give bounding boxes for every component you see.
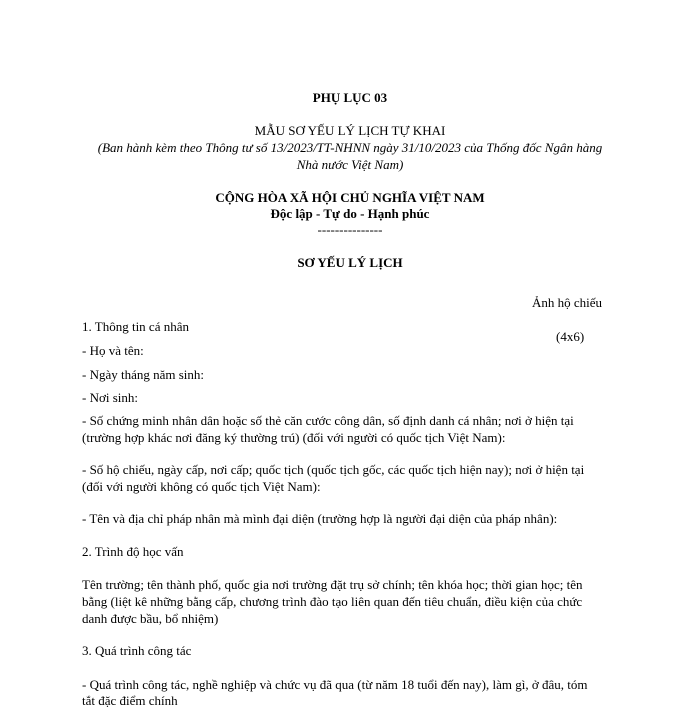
education-text-line1: Tên trường; tên thành phố, quốc gia nơi trường đặt trụ sở chính; tên khóa học; thời gian học; tên [82,577,583,592]
section1-heading: 1. Thông tin cá nhân [82,319,189,334]
field-passport-line1: - Số hộ chiếu, ngày cấp, nơi cấp; quốc tịch (quốc tịch gốc, các quốc tịch hiện nay); nơi ở hiện tại [82,462,585,477]
header-divider: --------------- [317,222,383,237]
section3-heading: 3. Quá trình công tác [82,643,192,658]
appendix-label: PHỤ LỤC 03 [312,90,388,105]
work-history-line1: - Quá trình công tác, nghề nghiệp và chức vụ đã qua (từ năm 18 tuổi đến nay), làm gì, ở đâu, tóm [82,677,588,692]
photo-label: Ảnh hộ chiếu [532,295,603,310]
work-history-line2: tắt đặc điểm chính [82,693,178,708]
field-date-of-birth: - Ngày tháng năm sinh: [82,367,205,382]
issued-note-line1: (Ban hành kèm theo Thông tư số 13/2023/TT-NHNN ngày 31/10/2023 của Thống đốc Ngân hàng [97,140,603,155]
form-title: MẪU SƠ YẾU LÝ LỊCH TỰ KHAI [254,123,446,138]
photo-size: (4x6) [556,329,585,344]
field-id-number-line1: - Số chứng minh nhân dân hoặc số thẻ căn cước công dân, số định danh cá nhân; nơi ở hiện tại [82,413,574,428]
issued-note-line2: Nhà nước Việt Nam) [296,157,404,172]
field-legal-representative: - Tên và địa chỉ pháp nhân mà mình đại diện (trường hợp là người đại diện của pháp nhân): [82,511,558,526]
field-full-name: - Họ và tên: [82,343,144,358]
document-title: SƠ YẾU LÝ LỊCH [297,255,403,270]
field-id-number-line2: (trường hợp khác nơi đăng ký thường trú) (đối với người có quốc tịch Việt Nam): [82,430,506,445]
field-birthplace: - Nơi sinh: [82,390,138,405]
education-text-line3: danh được bầu, bổ nhiệm) [82,611,219,626]
field-passport-line2: (đối với người không có quốc tịch Việt Nam): [82,479,321,494]
education-text-line2: bằng (liệt kê những bằng cấp, chương trình đào tạo liên quan đến tiêu chuẩn, điều kiện của chức [82,594,583,609]
nation-name: CỘNG HÒA XÃ HỘI CHỦ NGHĨA VIỆT NAM [215,190,485,205]
national-motto: Độc lập - Tự do - Hạnh phúc [270,206,430,221]
section2-heading: 2. Trình độ học vấn [82,544,184,559]
